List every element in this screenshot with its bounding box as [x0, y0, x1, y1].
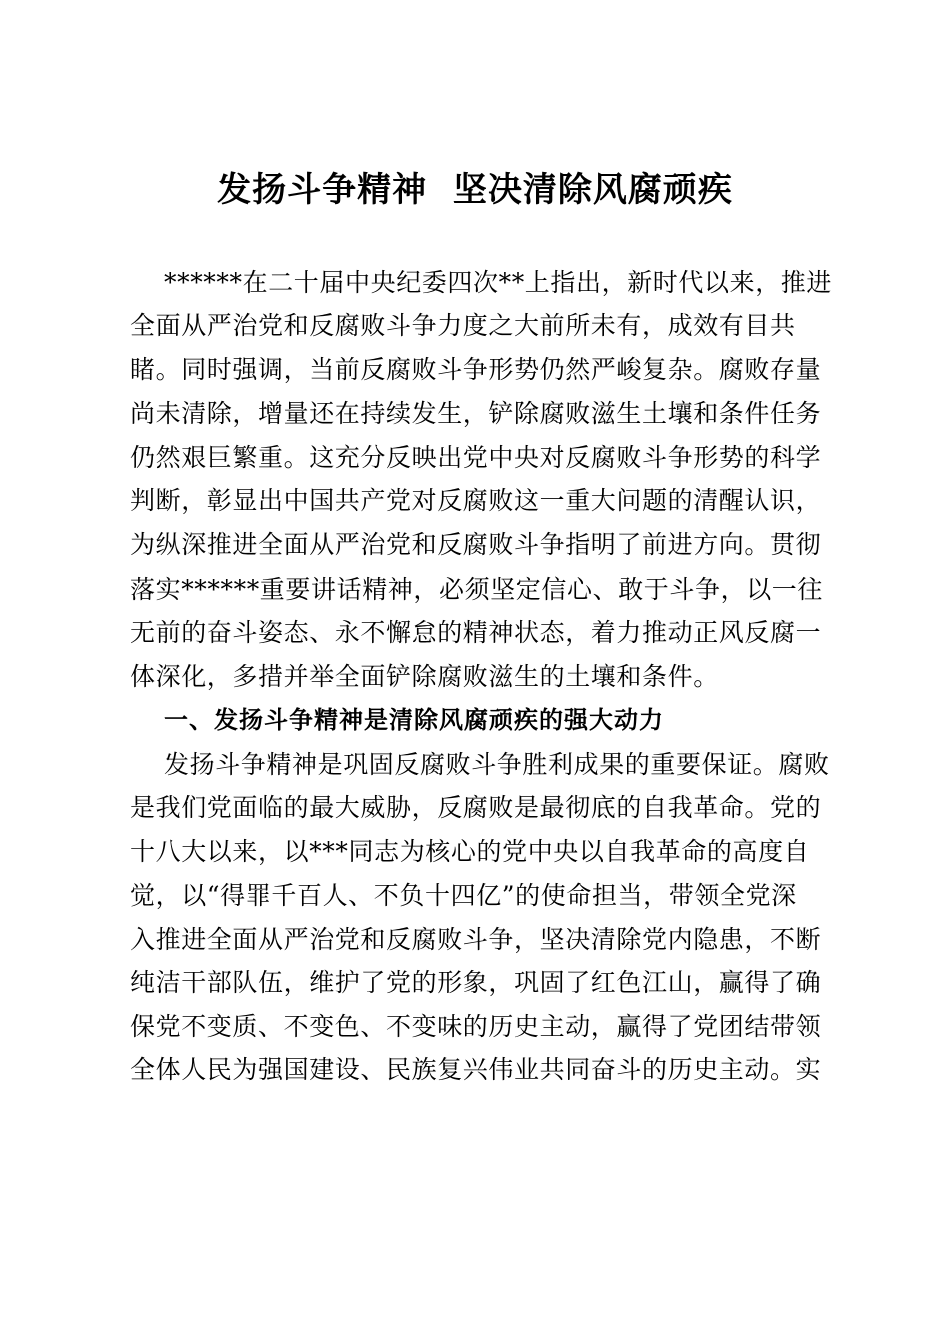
paragraph-line: 落实******重要讲话精神，必须坚定信心、敢于斗争，以一往	[130, 575, 824, 604]
paragraph-line: 纯洁干部队伍，维护了党的形象，巩固了红色江山，赢得了确	[130, 968, 822, 997]
paragraph-line: 仍然艰巨繁重。这充分反映出党中央对反腐败斗争形势的科学	[130, 443, 822, 472]
paragraph-line: 尚未清除，增量还在持续发生，铲除腐败滋生土壤和条件任务	[130, 399, 822, 428]
paragraph-line: ******在二十届中央纪委四次**上指出，新时代以来，推进	[164, 268, 833, 297]
paragraph-line: 全面从严治党和反腐败斗争力度之大前所未有，成效有目共	[130, 311, 796, 340]
paragraph-line: 发扬斗争精神是巩固反腐败斗争胜利成果的重要保证。腐败	[164, 750, 830, 779]
paragraph-line: 是我们党面临的最大威胁，反腐败是最彻底的自我革命。党的	[130, 793, 822, 822]
paragraph-line: 体深化，多措并举全面铲除腐败滋生的土壤和条件。	[130, 662, 719, 691]
paragraph-line: 十八大以来，以***同志为核心的党中央以自我革命的高度自	[130, 837, 810, 866]
paragraph-line: 判断，彰显出中国共产党对反腐败这一重大问题的清醒认识，	[130, 486, 822, 515]
section-heading-1: 一、发扬斗争精神是清除风腐顽疾的强大动力	[164, 706, 664, 734]
paragraph-line: 无前的奋斗姿态、永不懈怠的精神状态，着力推动正风反腐一	[130, 618, 822, 647]
paragraph-line: 全体人民为强国建设、民族复兴伟业共同奋斗的历史主动。实	[130, 1055, 822, 1084]
paragraph-line: 入推进全面从严治党和反腐败斗争，坚决清除党内隐患，不断	[130, 925, 822, 954]
paragraph-line: 觉，以“得罪千百人、不负十四亿”的使命担当，带领全党深	[130, 881, 797, 910]
paragraph-line: 为纵深推进全面从严治党和反腐败斗争指明了前进方向。贯彻	[130, 530, 822, 559]
paragraph-line: 保党不变质、不变色、不变味的历史主动，赢得了党团结带领	[130, 1012, 822, 1041]
document-title: 发扬斗争精神 坚决清除风腐顽疾	[217, 170, 733, 210]
paragraph-line: 睹。同时强调，当前反腐败斗争形势仍然严峻复杂。腐败存量	[130, 355, 822, 384]
